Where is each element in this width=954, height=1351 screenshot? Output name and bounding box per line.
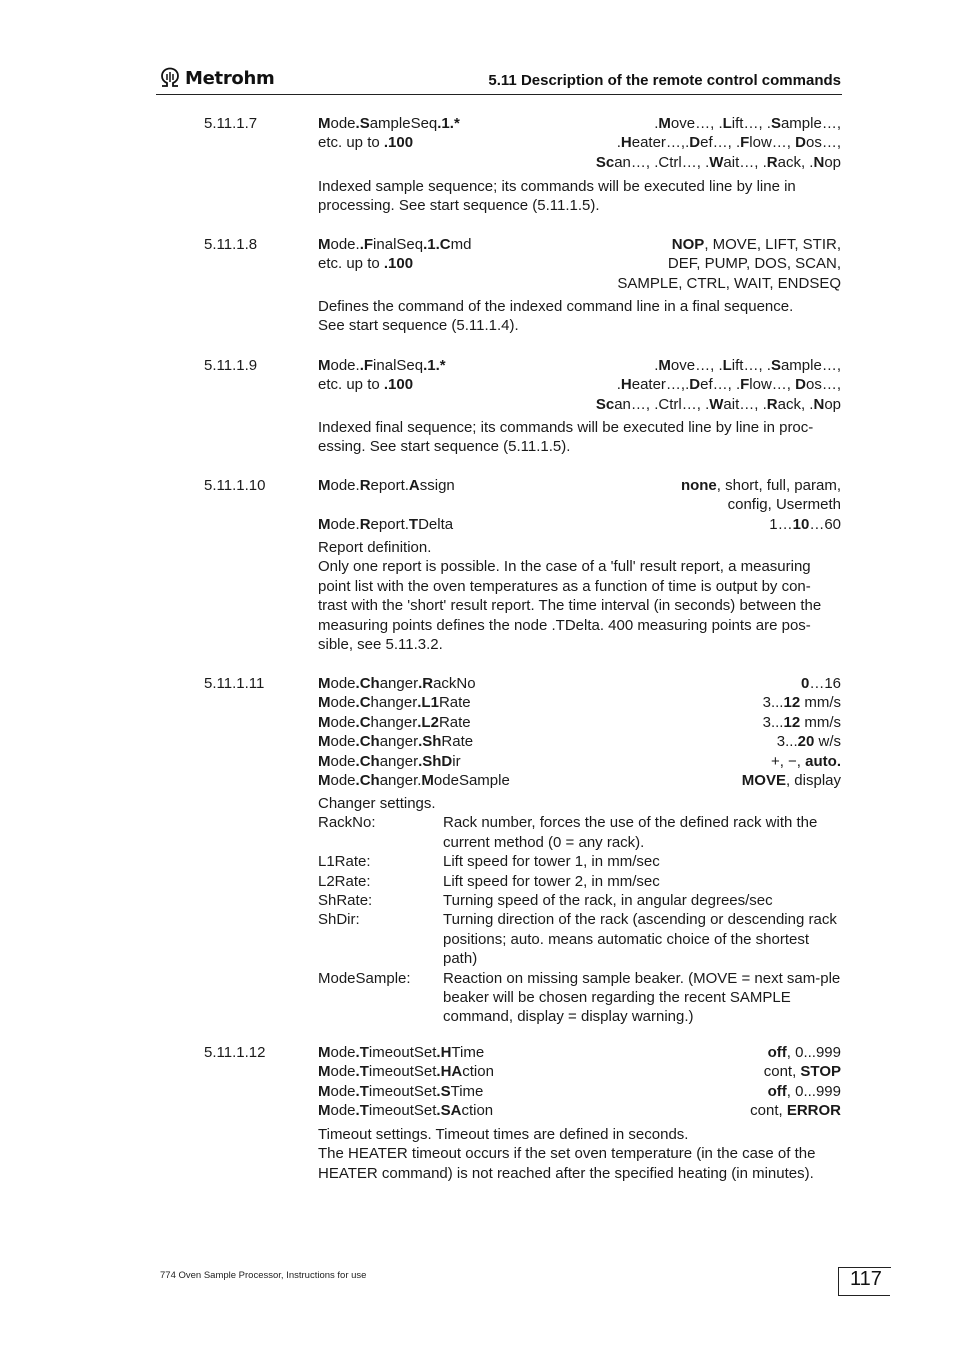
text-segment: ode. <box>330 477 360 494</box>
definition-text: Reaction on missing sample beaker. (MOVE = next sam-ple beaker will be chosen regarding the recent SAMPLE command, display = display warning.) <box>443 969 841 1026</box>
text-segment: . <box>616 134 621 152</box>
text-segment: .T <box>355 1044 369 1061</box>
text-segment: L <box>722 115 732 132</box>
text-segment: .Ch <box>355 752 380 770</box>
text-segment: none <box>680 477 717 494</box>
text-segment: D <box>689 376 701 394</box>
definition-row <box>318 872 842 891</box>
command-syntax <box>318 235 471 254</box>
parameter-values <box>777 732 841 751</box>
command-syntax <box>318 1062 494 1081</box>
command-syntax <box>318 752 461 771</box>
syntax-line <box>318 693 841 712</box>
definition-text: Turning speed of the rack, in angular degrees/sec <box>443 892 773 910</box>
parameter-values <box>672 235 841 254</box>
parameter-values <box>668 254 841 273</box>
syntax-line <box>318 732 841 751</box>
parameter-values <box>769 515 841 534</box>
text-segment: ode <box>330 1044 356 1061</box>
text-segment: M <box>318 675 331 692</box>
text-segment: trl…, . <box>669 153 710 171</box>
text-segment: ift…, . <box>731 357 771 374</box>
text-segment: odeSample <box>433 772 510 789</box>
text-segment: .F <box>359 357 374 374</box>
command-syntax <box>318 1082 483 1101</box>
text-segment: .ShD <box>418 752 453 770</box>
description <box>318 1125 842 1183</box>
text-segment: .SA <box>436 1102 462 1120</box>
text-segment: op <box>824 153 841 171</box>
parameter-values <box>768 1082 841 1101</box>
text-segment: ack, . <box>777 153 814 171</box>
text-segment: D <box>795 376 806 394</box>
text-segment: M <box>658 115 671 132</box>
text-segment: 0 <box>800 675 810 692</box>
text-segment: imeoutSet <box>368 1063 437 1081</box>
text-segment: ack, . <box>777 395 814 413</box>
text-segment: C <box>658 395 670 413</box>
text-segment: Sc <box>595 153 615 171</box>
text-segment: imeoutSet <box>368 1102 437 1120</box>
text-segment: ove…, . <box>670 357 723 374</box>
metrohm-omega-icon <box>158 66 182 90</box>
text-segment: M <box>318 1102 331 1120</box>
syntax-line <box>318 114 841 133</box>
text-segment: ction <box>461 1102 494 1120</box>
text-segment: W <box>709 153 724 171</box>
description-text: Indexed sample sequence; its commands will be executed line by line in processing. See start sequence (5.11.1.5). <box>318 178 796 215</box>
definition-text: Lift speed for tower 1, in mm/sec <box>443 853 660 871</box>
text-segment: W <box>709 395 724 413</box>
definition-term: L1Rate: <box>318 853 371 871</box>
text-segment: w/s <box>814 733 841 751</box>
definition-term: L2Rate: <box>318 872 371 890</box>
command-syntax <box>318 356 446 375</box>
text-segment: Sc <box>595 395 615 413</box>
text-segment: ef…, . <box>700 134 741 152</box>
text-segment: H <box>620 376 632 394</box>
text-segment: anger. <box>379 772 422 789</box>
description <box>318 538 842 654</box>
command-syntax <box>318 713 471 732</box>
text-segment: .Ch <box>355 733 380 751</box>
text-segment: op <box>824 395 841 413</box>
text-segment: 3... <box>762 694 784 712</box>
text-segment: 12 <box>783 713 801 731</box>
text-segment: imeoutSet <box>368 1082 437 1100</box>
text-segment: .S <box>436 1082 451 1100</box>
text-segment: ir <box>452 752 461 770</box>
entry-number: 5.11.1.10 <box>204 477 266 494</box>
text-segment: os…, <box>805 134 841 152</box>
text-segment: ait…, . <box>723 395 767 413</box>
text-segment: 20 <box>797 733 815 751</box>
definition-text: Rack number, forces the use of the defined rack with the current method (0 = any rack). <box>443 814 818 851</box>
parameter-values <box>654 356 841 375</box>
text-segment: M <box>318 1044 331 1061</box>
syntax-line <box>318 153 841 172</box>
text-segment: DEF, PUMP, DOS, SCAN, <box>667 255 841 273</box>
description-text: Indexed final sequence; its commands will be executed line by line in proc- <box>318 419 814 436</box>
description-text: Report definition. <box>318 539 432 556</box>
definition-row <box>318 813 842 852</box>
brand-logo <box>158 66 274 90</box>
text-segment: M <box>318 357 331 374</box>
text-segment: R <box>766 153 778 171</box>
command-syntax <box>318 674 476 693</box>
text-segment: imeoutSet <box>368 1044 437 1061</box>
definition-text: Turning direction of the rack (ascending or descending rack positions; auto. means automatic choice of the shortest path) <box>443 911 837 968</box>
definition-row <box>318 910 842 968</box>
text-segment: .C <box>355 694 371 712</box>
text-segment: etc. up to <box>318 134 384 152</box>
entry-number: 5.11.1.7 <box>204 115 258 132</box>
parameter-values <box>654 114 841 133</box>
command-syntax <box>318 1043 484 1062</box>
text-segment: ode <box>330 752 356 770</box>
text-segment: low…, <box>749 376 796 394</box>
command-syntax <box>318 771 510 790</box>
syntax-line <box>318 1062 841 1081</box>
text-segment: .1.* <box>437 115 460 132</box>
text-segment: md <box>450 236 472 253</box>
command-syntax <box>318 254 413 273</box>
text-segment: F <box>740 376 750 394</box>
text-segment: ampleSeq <box>369 115 438 132</box>
footer-document-title: 774 Oven Sample Processor, Instructions for use <box>160 1270 367 1281</box>
text-segment: .H <box>436 1044 452 1061</box>
text-segment: S <box>770 115 781 132</box>
text-segment: .L1 <box>417 694 439 712</box>
syntax-line <box>318 752 841 771</box>
text-segment: low…, <box>749 134 796 152</box>
syntax-line <box>318 1101 841 1120</box>
definition-text: Lift speed for tower 2, in mm/sec <box>443 872 660 890</box>
text-segment: 3... <box>762 713 784 731</box>
text-segment: C <box>658 153 670 171</box>
syntax-line <box>318 356 841 375</box>
text-segment: 10 <box>792 515 810 533</box>
parameter-values <box>596 153 841 172</box>
text-segment: M <box>318 515 331 533</box>
parameter-values <box>768 1043 841 1062</box>
text-segment: .L2 <box>417 713 439 731</box>
text-segment: ode <box>330 733 356 751</box>
text-segment: ackNo <box>433 675 476 692</box>
text-segment: N <box>813 395 825 413</box>
text-segment: anger <box>379 752 419 770</box>
text-segment: cont, <box>750 1102 787 1120</box>
page-number: 117 <box>850 1268 882 1290</box>
description <box>318 418 842 457</box>
text-segment: F <box>740 134 750 152</box>
text-segment: trl…, . <box>669 395 710 413</box>
text-segment: , display <box>785 772 841 789</box>
parameter-values <box>681 476 841 495</box>
text-segment: ode <box>330 694 356 712</box>
text-segment: . <box>616 376 621 394</box>
definition-term: ShRate: <box>318 892 373 910</box>
text-segment: .T <box>355 1102 369 1120</box>
text-segment: Rate <box>438 713 471 731</box>
parameter-values <box>728 495 841 514</box>
definition-term: ShDir: <box>318 911 360 929</box>
footer-divider <box>838 1295 890 1296</box>
text-segment: os…, <box>805 376 841 394</box>
text-segment: …60 <box>809 515 841 533</box>
text-segment: M <box>318 477 331 494</box>
text-segment: etc. up to <box>318 376 384 394</box>
text-segment: . <box>654 357 659 374</box>
text-segment: .Sh <box>418 733 442 751</box>
text-segment: M <box>318 236 331 253</box>
text-segment: auto. <box>805 752 841 770</box>
parameter-values <box>763 713 841 732</box>
description-text: Only one report is possible. In the case of a 'full' result report, a measuring point list with the oven temperatures as a function of time is output by con- <box>318 558 811 595</box>
syntax-line <box>318 1082 841 1101</box>
parameter-values <box>750 1101 841 1120</box>
text-segment: an…, . <box>614 395 659 413</box>
definition-row <box>318 969 842 1027</box>
syntax-line <box>318 1043 841 1062</box>
text-segment: M <box>318 733 331 751</box>
syntax-line <box>318 495 841 514</box>
text-segment: S <box>770 357 781 374</box>
command-syntax <box>318 693 471 712</box>
text-segment: hanger <box>370 694 418 712</box>
text-segment: Time <box>451 1044 485 1061</box>
text-segment: Time <box>450 1082 484 1100</box>
text-segment: etc. up to <box>318 255 384 273</box>
command-syntax <box>318 515 453 534</box>
text-segment: .Ch <box>355 772 380 789</box>
section-header-title: 5.11 Description of the remote control commands <box>488 72 841 89</box>
text-segment: hanger <box>370 713 418 731</box>
entry-number: 5.11.1.11 <box>204 675 265 692</box>
text-segment: ssign <box>419 477 455 494</box>
syntax-line <box>318 235 841 254</box>
syntax-line <box>318 133 841 152</box>
text-segment: …16 <box>809 675 841 692</box>
text-segment: M <box>318 772 331 789</box>
settings-definition-list <box>318 813 842 1026</box>
text-segment: .1.C <box>423 236 451 253</box>
text-segment: N <box>813 153 825 171</box>
text-segment: H <box>620 134 632 152</box>
text-segment: MOVE <box>741 772 786 789</box>
text-segment: .R <box>418 675 434 692</box>
description-text: Timeout settings. Timeout times are defined in seconds. <box>318 1126 689 1143</box>
text-segment: ode <box>330 1063 356 1081</box>
text-segment: M <box>318 1063 331 1081</box>
text-segment: ode. <box>330 236 360 253</box>
text-segment: M <box>318 115 331 132</box>
text-segment: ERROR <box>786 1102 841 1120</box>
text-segment: cont, <box>763 1063 801 1081</box>
syntax-line <box>318 771 841 790</box>
text-segment: ode <box>330 675 356 692</box>
syntax-line <box>318 674 841 693</box>
description-text: essing. See start sequence (5.11.1.5). <box>318 438 571 456</box>
text-segment: .S <box>355 115 370 132</box>
text-segment: eport. <box>370 515 409 533</box>
text-segment: ction <box>462 1063 494 1081</box>
text-segment: M <box>318 713 331 731</box>
text-segment: , short, full, param, <box>716 477 841 494</box>
entry-number: 5.11.1.12 <box>204 1044 266 1061</box>
text-segment: inalSeq <box>373 236 424 253</box>
text-segment: T <box>408 515 419 533</box>
parameter-values <box>617 375 841 394</box>
text-segment: eport. <box>370 477 409 494</box>
description <box>318 794 842 813</box>
text-segment: M <box>318 1082 331 1100</box>
text-segment: ift…, . <box>731 115 771 132</box>
text-segment: M <box>421 772 434 789</box>
text-segment: R <box>766 395 778 413</box>
text-segment: STOP <box>800 1063 841 1081</box>
description-text: Changer settings. <box>318 795 436 812</box>
text-segment: Rate <box>438 694 471 712</box>
text-segment: M <box>318 752 331 770</box>
text-segment: .100 <box>383 134 414 152</box>
logo-text: Metrohm <box>185 67 275 89</box>
syntax-line <box>318 713 841 732</box>
text-segment: D <box>795 134 806 152</box>
definition-row <box>318 891 842 910</box>
parameter-values <box>763 693 841 712</box>
parameter-values <box>771 752 841 771</box>
text-segment: mm/s <box>800 713 841 731</box>
text-segment: .100 <box>383 376 414 394</box>
text-segment: ample…, <box>780 115 841 132</box>
description-text: sible, see 5.11.3.2. <box>318 636 443 654</box>
parameter-values <box>801 674 841 693</box>
definition-term: RackNo: <box>318 814 376 832</box>
command-syntax <box>318 732 473 751</box>
parameter-values <box>764 1062 841 1081</box>
text-segment: NOP <box>671 236 705 253</box>
text-segment: L <box>722 357 732 374</box>
text-segment: anger <box>379 675 419 692</box>
parameter-values <box>617 133 841 152</box>
text-segment: ode <box>330 1082 356 1100</box>
definition-term: ModeSample: <box>318 969 411 987</box>
text-segment: ode <box>330 772 356 789</box>
text-segment: A <box>408 477 420 494</box>
command-syntax <box>318 133 413 152</box>
text-segment: Delta <box>418 515 454 533</box>
text-segment: inalSeq <box>373 357 424 374</box>
text-segment: 1… <box>769 515 793 533</box>
definition-row <box>318 852 842 871</box>
syntax-line <box>318 274 841 293</box>
text-segment: .1.* <box>423 357 446 374</box>
text-segment: Rate <box>441 733 474 751</box>
text-segment: ove…, . <box>670 115 723 132</box>
command-syntax <box>318 114 460 133</box>
text-segment: ample…, <box>780 357 841 374</box>
text-segment: 12 <box>783 694 801 712</box>
text-segment: M <box>658 357 671 374</box>
text-segment: .Ch <box>355 675 380 692</box>
syntax-line <box>318 515 841 534</box>
description-text: Defines the command of the indexed command line in a final sequence. <box>318 298 794 315</box>
text-segment: . <box>654 115 659 132</box>
text-segment: ode <box>330 713 356 731</box>
text-segment: eater…,. <box>631 376 690 394</box>
description <box>318 297 842 336</box>
text-segment: config, Usermeth <box>727 496 841 514</box>
text-segment: ode <box>330 1102 356 1120</box>
text-segment: .T <box>355 1082 369 1100</box>
syntax-line <box>318 254 841 273</box>
description-text: trast with the 'short' result report. The time interval (in seconds) between the measuring points defines the node .TDelta. 400 measuring points are pos- <box>318 597 822 634</box>
header-divider <box>156 94 842 95</box>
text-segment: eater…,. <box>631 134 690 152</box>
text-segment: R <box>359 477 371 494</box>
text-segment: D <box>689 134 701 152</box>
text-segment: ait…, . <box>723 153 767 171</box>
text-segment: M <box>318 694 331 712</box>
text-segment: .T <box>355 1063 369 1081</box>
text-segment: 3... <box>776 733 798 751</box>
description-text: The HEATER timeout occurs if the set oven temperature (in the case of the HEATER command) is not reached after the specified heating (in minutes). <box>318 1145 816 1182</box>
description <box>318 177 842 216</box>
text-segment: SAMPLE, CTRL, WAIT, ENDSEQ <box>617 274 841 292</box>
command-syntax <box>318 1101 493 1120</box>
text-segment: off <box>767 1082 787 1100</box>
entry-number: 5.11.1.9 <box>204 357 258 374</box>
text-segment: ode. <box>330 515 360 533</box>
parameter-values <box>596 395 841 414</box>
text-segment: ode. <box>330 357 360 374</box>
text-segment: .C <box>355 713 371 731</box>
parameter-values <box>617 274 841 293</box>
syntax-line <box>318 375 841 394</box>
text-segment: anger <box>379 733 419 751</box>
text-segment: ode <box>330 115 356 132</box>
syntax-line <box>318 395 841 414</box>
text-segment: .100 <box>383 255 414 273</box>
text-segment: , 0...999 <box>786 1044 841 1061</box>
text-segment: +, −, <box>770 752 806 770</box>
text-segment: .HA <box>436 1063 463 1081</box>
text-segment: , MOVE, LIFT, STIR, <box>704 236 841 253</box>
description-text: See start sequence (5.11.1.4). <box>318 317 519 335</box>
parameter-values <box>742 771 841 790</box>
command-syntax <box>318 476 455 495</box>
text-segment: , 0...999 <box>786 1082 841 1100</box>
text-segment: an…, . <box>614 153 659 171</box>
text-segment: ef…, . <box>700 376 741 394</box>
syntax-line <box>318 476 841 495</box>
command-syntax <box>318 375 413 394</box>
text-segment: mm/s <box>800 694 841 712</box>
text-segment: .F <box>359 236 374 253</box>
text-segment: R <box>359 515 371 533</box>
text-segment: off <box>767 1044 787 1061</box>
entry-number: 5.11.1.8 <box>204 236 258 253</box>
